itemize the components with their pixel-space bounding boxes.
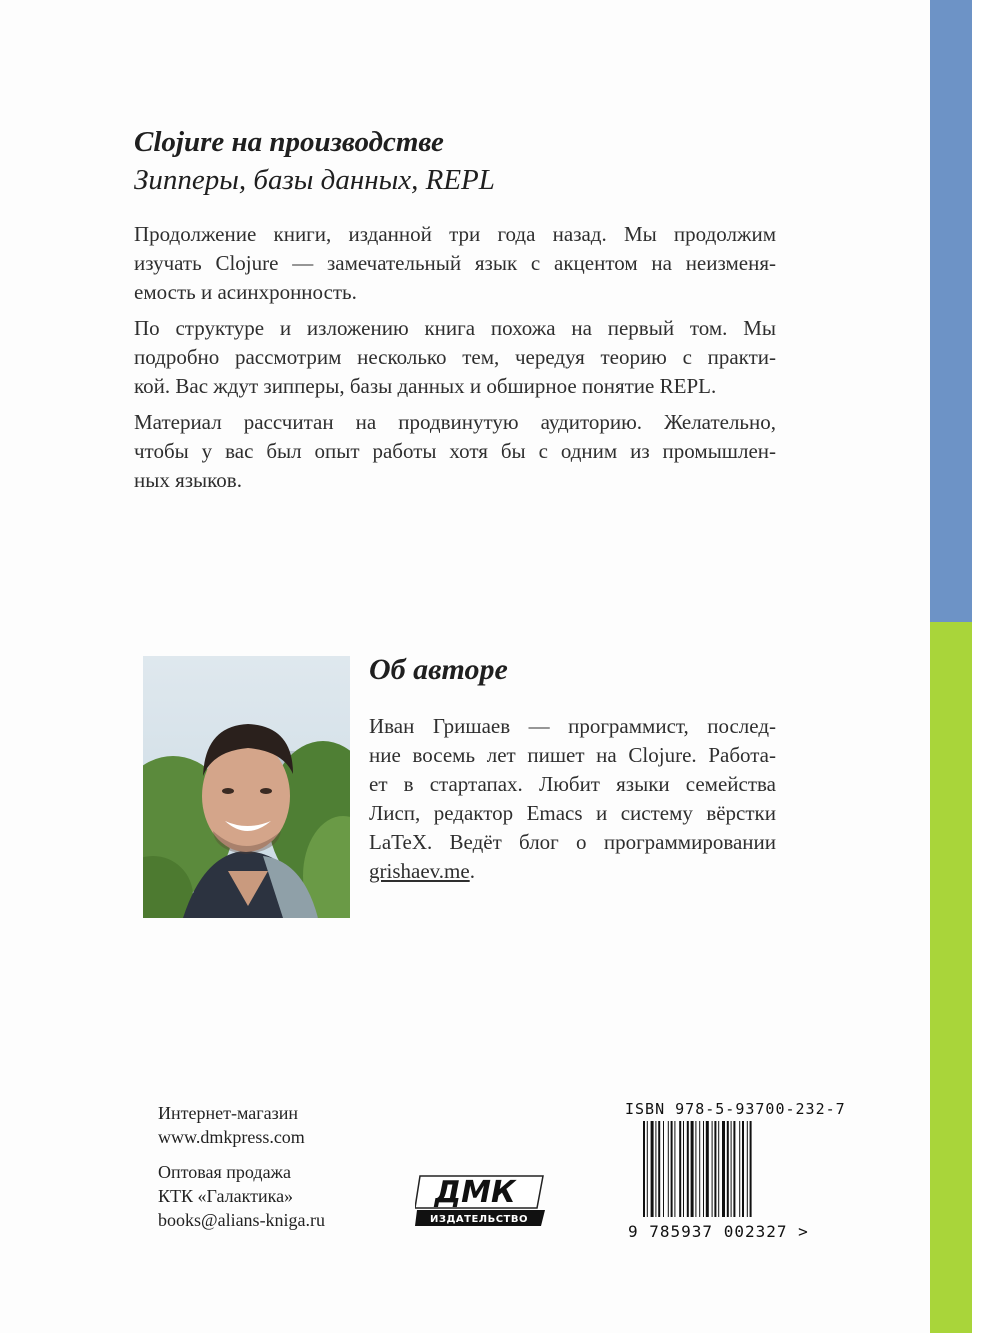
wholesale-email[interactable]: books@alians-kniga.ru [158,1210,326,1230]
shop-info [158,1101,325,1232]
text-line: кой. Вас ждут зипперы, базы данных и обширное понятие REPL. [134,374,717,398]
author-photo [143,656,350,918]
text-line: LaTeX. Ведёт блог о программировании [369,830,776,854]
text-line: емость и асинхронность. [134,280,357,304]
description-paragraph-3 [134,408,776,495]
page-edge [972,0,1000,1333]
text-line: изучать Clojure — замечательный язык с акцентом на неизменя- [134,251,776,275]
blog-link-suffix: . [469,859,475,883]
publisher-logo-subtext: ИЗДАТЕЛЬСТВО [430,1214,528,1225]
about-author-heading: Об авторе [369,653,508,686]
text-line: Продолжение книги, изданной три года назад. Мы продолжим [134,222,776,246]
spacer [158,1149,325,1160]
text-line: ние восемь лет пишет на Clojure. Работа- [369,743,776,767]
blog-line [369,857,776,886]
isbn-barcode [642,1121,777,1217]
text-line: Лисп, редактор Emacs и систему вёрстки [369,801,776,825]
description-paragraph-2 [134,314,776,401]
barcode-digits: 9 785937 002327 > [628,1222,809,1241]
text-line: ных языков. [134,468,242,492]
blog-link[interactable]: grishaev.me [369,859,470,883]
text-line: Материал рассчитан на продвинутую аудиторию. Желательно, [134,410,776,434]
text-line: Иван Гришаев — программист, послед- [369,714,776,738]
text-line: ет в стартапах. Любит языки семейства [369,772,776,796]
publisher-logo-text: ДМК [434,1175,516,1210]
spine-stripe-blue [930,0,972,622]
online-shop-url[interactable]: www.dmkpress.com [158,1127,305,1147]
book-title-block [134,123,495,199]
wholesale-label: Оптовая продажа [158,1162,291,1182]
book-title: Clojure на производстве [134,126,444,158]
isbn-label: ISBN 978-5-93700-232-7 [625,1100,846,1118]
wholesale-company: КТК «Галактика» [158,1186,294,1206]
publisher-logo [415,1168,550,1230]
text-line: По структуре и изложению книга похожа на первый том. Мы [134,316,776,340]
book-subtitle: Зипперы, базы данных, REPL [134,164,495,196]
text-line: чтобы у вас был опыт работы хотя бы с одним из промышлен- [134,439,776,463]
author-bio [369,712,776,886]
description-paragraph-1 [134,220,776,307]
text-line: подробно рассмотрим несколько тем, чередуя теорию с практи- [134,345,776,369]
spine-stripe-green [930,622,972,1333]
online-shop-label: Интернет-магазин [158,1103,298,1123]
